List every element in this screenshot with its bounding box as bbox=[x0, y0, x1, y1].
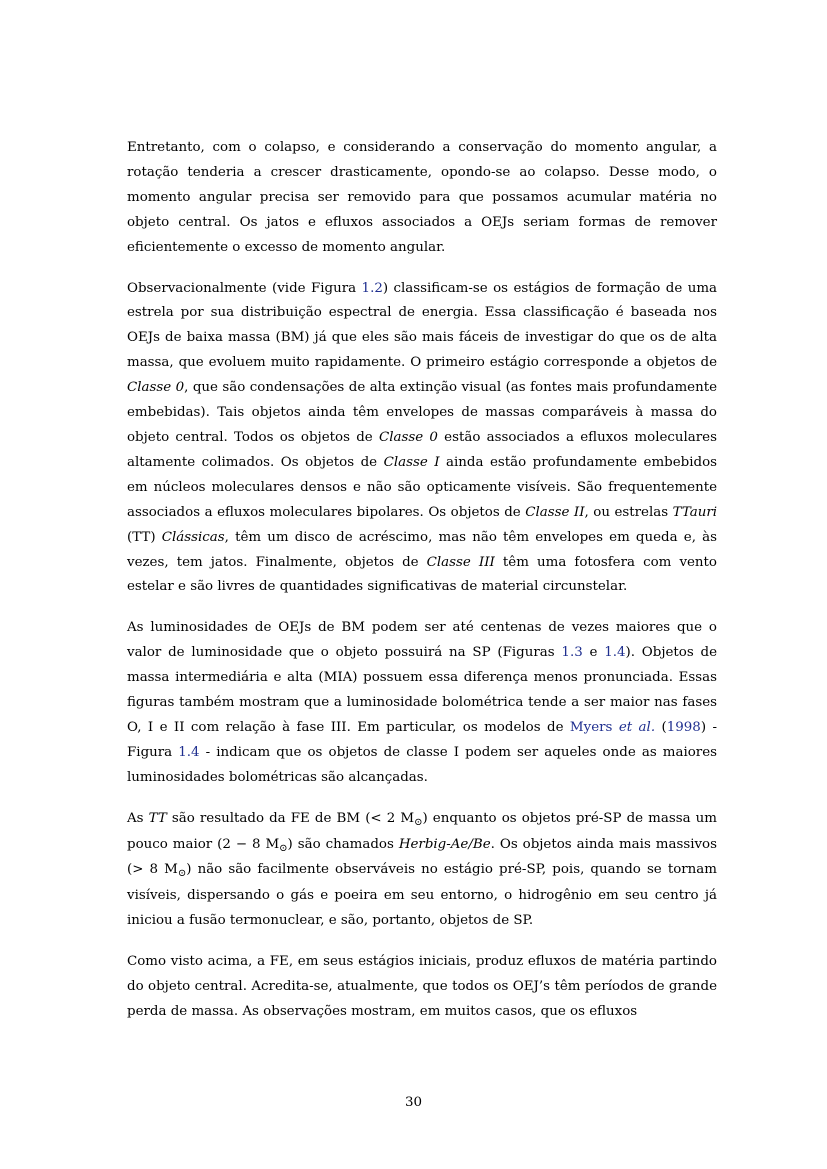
sun-symbol: ⊙ bbox=[414, 816, 423, 828]
text-run: ainda estão profundamente embebidos em núcleos moleculares densos e não são opticamente visíveis. São frequentemente associados a efluxos moleculares bipolares. Os objetos de bbox=[127, 454, 717, 520]
classe-0-term: Classe 0 bbox=[127, 380, 185, 396]
figure-1-4-link[interactable]: 1.4 bbox=[604, 645, 626, 661]
text-run: ) são chamados bbox=[287, 836, 399, 852]
paragraph-4 bbox=[127, 807, 717, 935]
paragraph-3 bbox=[127, 616, 717, 790]
page-number: 30 bbox=[404, 1095, 423, 1110]
text-run: e bbox=[582, 645, 605, 661]
text-run: ) - Figura bbox=[127, 719, 717, 760]
text-run: (TT) bbox=[127, 529, 162, 545]
herbig-term: Herbig-Ae/Be bbox=[398, 836, 491, 852]
text-run: , que são condensações de alta extinção visual (as fontes mais profundamente embebidas). Tais objetos ainda têm envelopes de massas comparáveis à massa do objeto central. Todos os objetos de bbox=[127, 380, 717, 445]
classe-iii-term: Classe III bbox=[426, 554, 495, 570]
citation-myers-link[interactable] bbox=[570, 720, 655, 735]
text-run: ). Objetos de massa intermediária e alta (MIA) possuem essa diferença menos pronunciada. Essas figuras também mostram que a luminosidade bolométrica tende a ser maior nas fases O, I e II com relação à fase III. Em particular, os modelos de bbox=[127, 645, 717, 735]
figure-1-3-link[interactable]: 1.3 bbox=[561, 645, 583, 661]
paragraph-5: Como visto acima, a FE, em seus estágios iniciais, produz efluxos de matéria partindo do objeto central. Acredita-se, atualmente, que todos os OEJ’s têm períodos de grande perda de massa. As observações mostram, em muitos casos, que os efluxos bbox=[127, 954, 717, 1019]
citation-author: Myers bbox=[569, 719, 613, 735]
text-run: estão associados a efluxos moleculares altamente colimados. Os objetos de bbox=[127, 429, 717, 470]
text-run: Observacionalmente (vide Figura bbox=[127, 280, 362, 296]
ttauri-term: TTauri bbox=[672, 504, 718, 520]
tt-term: TT bbox=[148, 810, 167, 826]
figure-1-2-link[interactable]: 1.2 bbox=[361, 280, 383, 296]
text-run: são resultado da FE de BM (< 2 M bbox=[166, 810, 415, 826]
text-run: - indicam que os objetos de classe I podem ser aqueles onde as maiores luminosidades bolométricas são alcançadas. bbox=[127, 744, 717, 785]
text-run: ) classificam-se os estágios de formação de uma estrela por sua distribuição espectral de energia. Essa classificação é baseada nos OEJs de baixa massa (BM) já que eles são mais fáceis de investigar do que os de alta massa, que evoluem muito rapidamente. O primeiro estágio corresponde a objetos de bbox=[127, 280, 717, 371]
sun-symbol: ⊙ bbox=[279, 842, 288, 854]
citation-year-link[interactable]: 1998 bbox=[666, 719, 701, 735]
text-run: , têm um disco de acréscimo, mas não têm envelopes em queda e, às vezes, tem jatos. Finalmente, objetos de bbox=[127, 529, 717, 570]
classicas-term: Clássicas bbox=[161, 529, 225, 545]
citation-etal: et al. bbox=[618, 719, 656, 735]
classe-0-term: Classe 0 bbox=[378, 429, 438, 445]
text-run: ) enquanto os objetos pré-SP de massa um pouco maior (2 − 8 M bbox=[127, 810, 717, 852]
text-run: As luminosidades de OEJs de BM podem ser até centenas de vezes maiores que o valor de luminosidade que o objeto possuirá na SP (Figuras bbox=[127, 620, 717, 661]
document-body bbox=[127, 136, 717, 1041]
classe-i-term: Classe I bbox=[383, 454, 440, 470]
text-run: têm uma fotosfera com vento estelar e são livres de quantidades significativas de material circunstelar. bbox=[127, 554, 717, 595]
classe-ii-term: Classe II bbox=[525, 504, 585, 520]
text-run: . Os objetos ainda mais massivos (> 8 M bbox=[127, 836, 717, 878]
text-run: , ou estrelas bbox=[584, 504, 673, 520]
paragraph-1: Entretanto, com o colapso, e considerando a conservação do momento angular, a rotação tenderia a crescer drasticamente, opondo-se ao colapso. Desse modo, o momento angular precisa ser removido para que possamos acumular matéria no objeto central. Os jatos e efluxos associados a OEJs seriam formas de remover eficientemente o excesso de momento angular. bbox=[127, 140, 717, 255]
figure-1-4-link[interactable]: 1.4 bbox=[178, 744, 200, 760]
paragraph-2 bbox=[127, 277, 717, 601]
text-run: ( bbox=[655, 719, 667, 735]
text-run: ) não são facilmente observáveis no estágio pré-SP, pois, quando se tornam visíveis, dispersando o gás e poeira em seu entorno, o hidrogênio em seu centro já iniciou a fusão termonuclear, e são, portanto, objetos de SP. bbox=[127, 862, 717, 929]
text-run: As bbox=[127, 810, 149, 826]
sun-symbol: ⊙ bbox=[177, 868, 187, 880]
